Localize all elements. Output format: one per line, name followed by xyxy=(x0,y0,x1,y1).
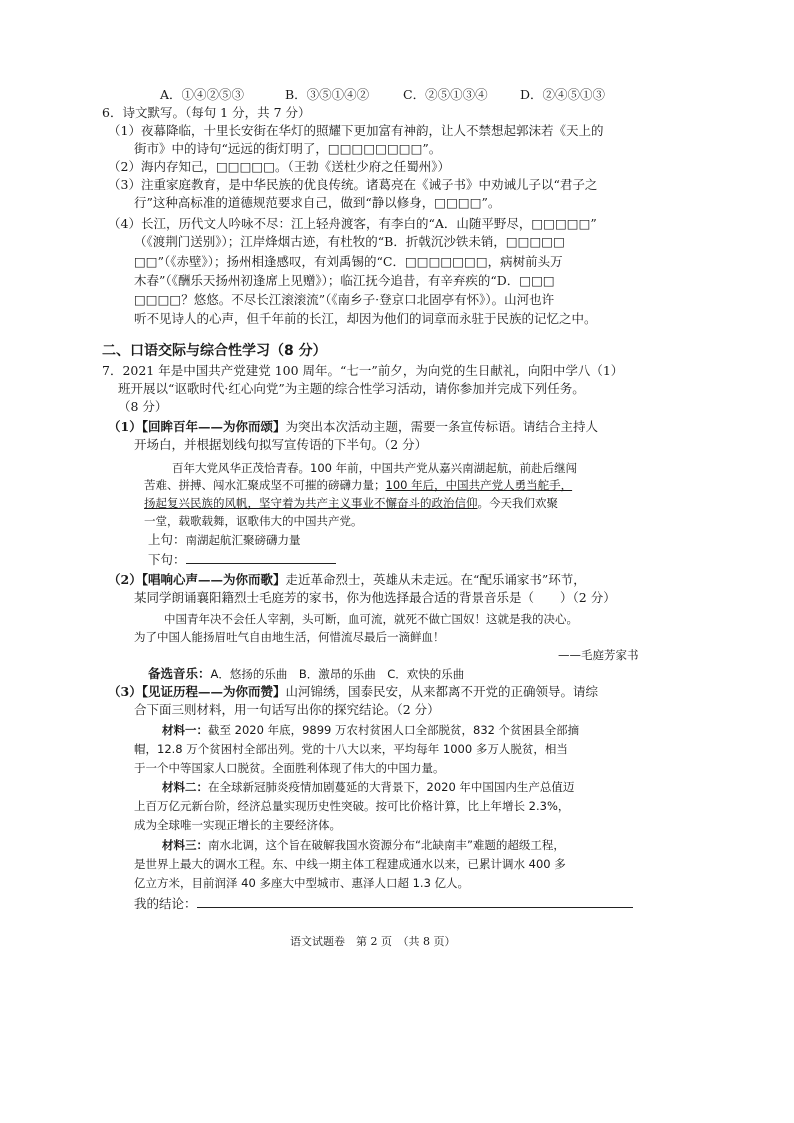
q7-p1-speech-line3 xyxy=(144,494,558,512)
q7-material2-text1: 在全球新冠肺炎疫情加剧蔓延的大背景下，2020 年中国国内生产总值迈 xyxy=(208,780,575,794)
q7-material1-line2: 帽，12.8 万个贫困村全部出列。党的十八大以来，平均每年 1000 多万人脱贫，相当 xyxy=(134,742,568,756)
q6-s4-line1: （4）长江，历代文人吟咏不尽：江上轻舟渡客，有李白的“A．山随平野尽，□□□□□” xyxy=(108,216,597,231)
q7-p2-tag: 【唱响心声——为你而歌】 xyxy=(141,572,286,587)
q7-conclusion-label: 我的结论： xyxy=(134,896,197,911)
q7-p1-speech-line2 xyxy=(144,476,572,494)
q6-s3-line2: 行”这种高标准的道德规范要求自己，做到“静以修身，□□□□”。 xyxy=(134,195,501,210)
q7-p1-text-line1: 为突出本次活动主题，需要一条宣传标语。请结合主持人 xyxy=(285,419,598,434)
q6-s4-line4: 木春”（《酬乐天扬州初逢席上见赠》）；临江抚今追昔，有辛弃疾的“D．□□□ xyxy=(134,273,555,288)
q7-p2-letter-line1: 中国青年决不会任人宰割，头可断，血可流，就死不做亡国奴！这就是我的决心。 xyxy=(164,612,578,626)
q7-p2-music-options: A．悠扬的乐曲 B．激昂的乐曲 C．欢快的乐曲 xyxy=(210,667,465,681)
q7-conclusion-blank[interactable] xyxy=(197,893,633,908)
q7-material2-line1 xyxy=(162,778,574,796)
q6-s3-line1: （3）注重家庭教育，是中华民族的优良传统。诸葛亮在《诫子书》中劝诫儿子以“君子之 xyxy=(108,177,598,192)
q6-title: 6．诗文默写。（每句 1 分，共 7 分） xyxy=(102,105,311,120)
q7-intro-line2: 班开展以“讴歌时代·红心向党”为主题的综合性学习活动，请你参加并完成下列任务。 xyxy=(118,381,585,396)
q7-p2-music-line xyxy=(148,665,464,683)
q7-material2-label: 材料二： xyxy=(162,780,208,794)
q7-p2-number: （2） xyxy=(108,572,142,587)
q7-p1-speech-part4: 。今天我们欢聚 xyxy=(477,496,558,510)
q7-p3-text-line1: 山河锦绣，国泰民安，从来都离不开党的正确领导。请综 xyxy=(285,684,598,699)
q7-p2-signature: ——毛庭芳家书 xyxy=(558,648,639,662)
q6-s4-line2: （《渡荆门送别》）；江岸烽烟古迹，有杜牧的“B．折戟沉沙铁未销，□□□□□ xyxy=(134,234,565,249)
q6-s4-line3: □□”（《赤壁》）；扬州相逢感叹，有刘禹锡的“C．□□□□□□□，病树前头万 xyxy=(134,254,563,269)
q5-option-b: B．③⑤①④② xyxy=(285,87,370,102)
q7-material1-text1: 截至 2020 年底，9899 万农村贫困人口全部脱贫，832 个贫困县全部摘 xyxy=(208,723,580,737)
q6-s2-line1: （2）海内存知己，□□□□□。（王勃《送杜少府之任蜀州》） xyxy=(108,159,451,174)
q7-material2-line2: 上百万亿元新台阶，经济总量实现历史性突破。按可比价格计算，比上年增长 2.3%， xyxy=(134,799,570,813)
q7-material3-line1 xyxy=(162,836,565,854)
q7-p1-number: （1） xyxy=(108,419,142,434)
q6-s4-line5: □□□□？悠悠。不尽长江滚滚流”（《南乡子·登京口北固亭有怀》）。山河也许 xyxy=(134,292,555,307)
q7-p1-underlined-sentence: 100 年后，中国共产党人勇当舵手， xyxy=(385,478,573,492)
q7-p2-heading xyxy=(108,571,586,589)
q7-p2-text-line2 xyxy=(134,589,616,607)
q7-p1-speech-part1: 苦难、拼搏、闯水汇聚成坚不可摧的磅礴力量； xyxy=(144,478,386,492)
q6-s4-line6: 听不见诗人的心声，但千年前的长江，却因为他们的词章而永驻于民族的记忆之中。 xyxy=(134,311,597,326)
q7-p1-tag: 【回眸百年——为你而颂】 xyxy=(141,419,286,434)
section2-title: 二、口语交际与综合性学习（8 分） xyxy=(102,343,327,359)
q5-option-a: A．①④②⑤③ xyxy=(160,87,245,102)
page-footer: 语文试题卷 第 2 页 （共 8 页） xyxy=(290,935,456,948)
q7-p2-text-part: 某同学朗诵襄阳籍烈士毛庭芳的家书，你为他选择最合适的背景音乐是（ xyxy=(134,590,535,605)
q7-p1-heading xyxy=(108,418,598,436)
q5-option-d: D．②④⑤①③ xyxy=(520,87,606,102)
q7-p1-speech-line4: 一堂，载歌载舞，讴歌伟大的中国共产党。 xyxy=(144,514,363,528)
q7-p1-lower-label: 下句： xyxy=(148,552,186,567)
q7-p3-tag: 【见证历程——为你而赞】 xyxy=(141,684,286,699)
q7-p3-text-line2: 合下面三则材料，用一句话写出你的探究结论。（2 分） xyxy=(134,702,440,717)
q7-conclusion-line xyxy=(134,893,633,913)
q7-p1-underlined-continuation: 扬起复兴民族的风帆，坚守着为共产主义事业不懈奋斗的政治信仰 xyxy=(144,496,478,510)
q6-s1-line1: （1）夜幕降临，十里长安街在华灯的照耀下更加富有神韵，让人不禁想起郭沫若《天上的 xyxy=(108,123,604,138)
q7-intro-line1: 7．2021 年是中国共产党建党 100 周年。“七一”前夕，为向党的生日献礼，向阳中学八（1） xyxy=(102,363,624,378)
q7-p2-text-line1: 走近革命烈士，英雄从未走远。在“配乐诵家书”环节， xyxy=(285,572,586,587)
q7-material3-line3: 亿立方米，目前润泽 40 多座大中型城市、惠泽人口超 1.3 亿人。 xyxy=(134,876,470,890)
q7-p1-text-line2: 开场白，并根据划线句拟写宣传语的下半句。（2 分） xyxy=(134,437,428,452)
q7-p1-upper-value: 南湖起航汇聚磅礴力量 xyxy=(185,533,301,547)
q7-p2-score: ）（2 分） xyxy=(560,590,616,605)
q7-p1-upper-line xyxy=(148,531,301,549)
q6-s1-line2: 街市》中的诗句“远远的街灯明了，□□□□□□□□”。 xyxy=(134,141,442,156)
q7-p2-letter-line2: 为了中国人能扬眉吐气自由地生活，何惜流尽最后一滴鲜血！ xyxy=(134,630,445,644)
q7-p3-number: （3） xyxy=(108,684,142,699)
q7-p3-heading xyxy=(108,683,598,701)
q7-p1-upper-label: 上句： xyxy=(148,532,186,547)
q5-option-c: C．②⑤①③④ xyxy=(403,87,488,102)
q7-p1-speech-line1: 百年大党风华正茂恰青春。100 年前，中国共产党从嘉兴南湖起航，前赴后继闯 xyxy=(172,461,578,475)
q7-material1-line3: 于一个中等国家人口脱贫。全面胜利体现了伟大的中国力量。 xyxy=(134,761,445,775)
q7-intro-line3: （8 分） xyxy=(118,399,168,414)
q7-p1-lower-line xyxy=(148,549,336,569)
q7-material3-label: 材料三： xyxy=(162,838,208,852)
q7-material1-label: 材料一： xyxy=(162,723,208,737)
q7-p1-answer-blank[interactable] xyxy=(186,549,336,564)
q7-material2-line3: 成为全球唯一实现正增长的主要经济体。 xyxy=(134,818,341,832)
q7-material3-line2: 是世界上最大的调水工程。东、中线一期主体工程建成通水以来，已累计调水 400 多 xyxy=(134,857,566,871)
q7-material1-line1 xyxy=(162,721,579,739)
q7-p2-music-label: 备选音乐： xyxy=(148,666,211,681)
q7-material3-text1: 南水北调，这个旨在破解我国水资源分布“北缺南丰”难题的超级工程， xyxy=(208,838,565,852)
